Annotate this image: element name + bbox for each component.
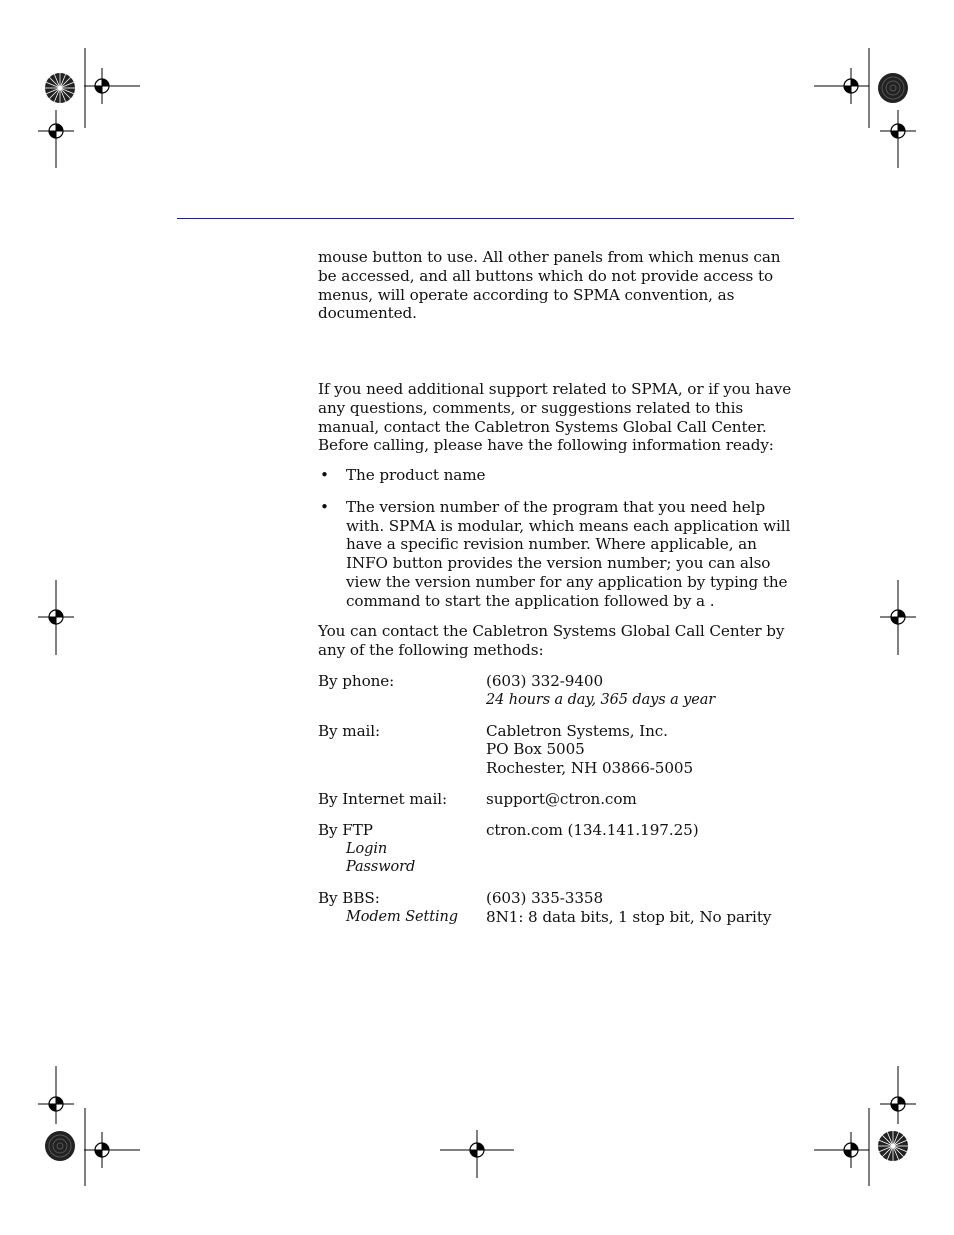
- bbs-modem-setting: 8N1: 8 data bits, 1 stop bit, No parity: [486, 907, 772, 926]
- list-item: • The product name: [320, 466, 486, 484]
- contact-label: By mail:: [318, 721, 381, 740]
- bbs-number: (603) 335-3358: [486, 889, 604, 908]
- mail-line: PO Box 5005: [486, 740, 585, 759]
- paragraph-support: If you need additional support related to SPMA, or if you have any questions, comments, or suggestions related to this manual, contact the Cabletron Systems Global Call Center. Before calling, please have the following information ready:: [318, 380, 792, 455]
- list-item: • The version number of the program that you need help with. SPMA is modular, which means each application will have a specific revision number. Where applicable, an INFO button provides the version number; you can also view the version number for any application by typing the command to start the application followed by a .: [320, 497, 791, 610]
- paragraph-menus: mouse button to use. All other panels from which menus can be accessed, and all buttons which do not provide access to menus, will operate according to SPMA convention, as documented.: [318, 248, 781, 323]
- ftp-login-label: Login: [346, 840, 388, 857]
- bullet-icon: •: [320, 466, 329, 484]
- contact-label: By BBS:: [318, 889, 380, 908]
- phone-number: (603) 332-9400: [486, 672, 604, 690]
- ftp-address: ctron.com (134.141.197.25): [486, 820, 699, 839]
- contact-label: By phone:: [318, 672, 395, 690]
- phone-hours: 24 hours a day, 365 days a year: [486, 691, 716, 708]
- bbs-modem-label: Modem Setting: [346, 908, 458, 925]
- contact-label: By FTP: [318, 820, 373, 839]
- bullet-icon: •: [320, 497, 329, 516]
- mail-line: Cabletron Systems, Inc.: [486, 721, 668, 740]
- contact-label: By Internet mail:: [318, 789, 447, 808]
- email-address: support@ctron.com: [486, 789, 637, 808]
- ftp-password-label: Password: [346, 859, 416, 876]
- mail-line: Rochester, NH 03866-5005: [486, 759, 694, 778]
- paragraph-contact: You can contact the Cabletron Systems Global Call Center by any of the following methods:: [318, 622, 785, 659]
